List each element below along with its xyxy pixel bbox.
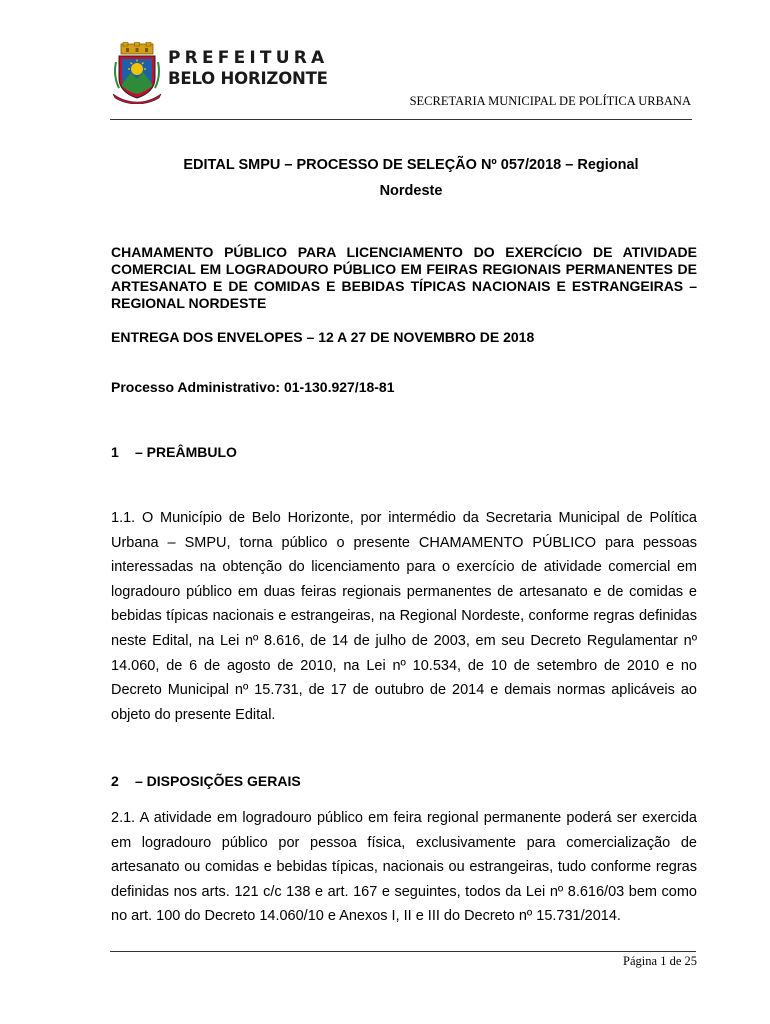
chamamento-heading: CHAMAMENTO PÚBLICO PARA LICENCIAMENTO DO EXERCÍCIO DE ATIVIDADE COMERCIAL EM LOGRADOURO PÚBLICO EM FEIRAS REGIONAIS PERMANENTES DE ARTESANATO E DE COMIDAS E BEBIDAS TÍPICAS NACIONAIS E ESTRANGEIRAS – REGIONAL NORDESTE <box>111 244 697 311</box>
paragraph-1-1: 1.1. O Município de Belo Horizonte, por intermédio da Secretaria Municipal de Política Urbana – SMPU, torna público o presente CHAMAMENTO PÚBLICO para pessoas interessadas na obtenção do licenciamento para o exercício de atividade comercial em logradouro público em duas feiras regionais permanentes de artesanato e de comidas e bebidas típicas nacionais e estrangeiras, na Regional Nordeste, conforme regras definidas neste Edital, na Lei nº 8.616, de 14 de julho de 2003, em seu Decreto Regulamentar nº 14.060, de 6 de agosto de 2010, na Lei nº 10.534, de 10 de setembro de 2010 e no Decreto Municipal nº 15.731, de 17 de outubro de 2014 e demais normas aplicáveis ao objeto do presente Edital. <box>111 510 697 723</box>
section-number: 2 <box>111 773 119 789</box>
section-heading-disposicoes-gerais <box>111 773 697 789</box>
secretaria-header: SECRETARIA MUNICIPAL DE POLÍTICA URBANA <box>409 94 691 108</box>
edital-title-line1: EDITAL SMPU – PROCESSO DE SELEÇÃO Nº 057/2018 – Regional <box>183 157 639 173</box>
page-number: Página 1 de 25 <box>623 954 697 968</box>
edital-title <box>130 152 692 204</box>
footer-divider <box>110 951 696 952</box>
logo-text-belo-horizonte: BELO HORIZONTE <box>168 69 328 88</box>
coat-of-arms-icon <box>112 42 162 104</box>
prefeitura-logo <box>112 42 329 106</box>
processo-administrativo: Processo Administrativo: 01-130.927/18-81 <box>111 379 395 395</box>
section-title: – DISPOSIÇÕES GERAIS <box>135 773 301 789</box>
section-heading-preambulo <box>111 444 697 460</box>
logo-text-prefeitura: PREFEITURA <box>168 48 329 68</box>
entrega-envelopes: ENTREGA DOS ENVELOPES – 12 A 27 DE NOVEMBRO DE 2018 <box>111 329 535 345</box>
paragraph-2-1: 2.1. A atividade em logradouro público em feira regional permanente poderá ser exercida em logradouro público por pessoa física, exclusivamente para comercialização de artesanato ou comidas e bebidas típicas, nacionais ou estrangeiras, tudo conforme regras definidas nos arts. 121 c/c 138 e art. 167 e seguintes, todos da Lei nº 8.616/03 bem como no art. 100 do Decreto 14.060/10 e Anexos I, II e III do Decreto nº 15.731/2014. <box>111 810 697 925</box>
section-title: – PREÂMBULO <box>135 444 237 460</box>
section-number: 1 <box>111 444 119 460</box>
header-divider <box>110 119 692 120</box>
edital-title-line2: Nordeste <box>379 183 443 199</box>
